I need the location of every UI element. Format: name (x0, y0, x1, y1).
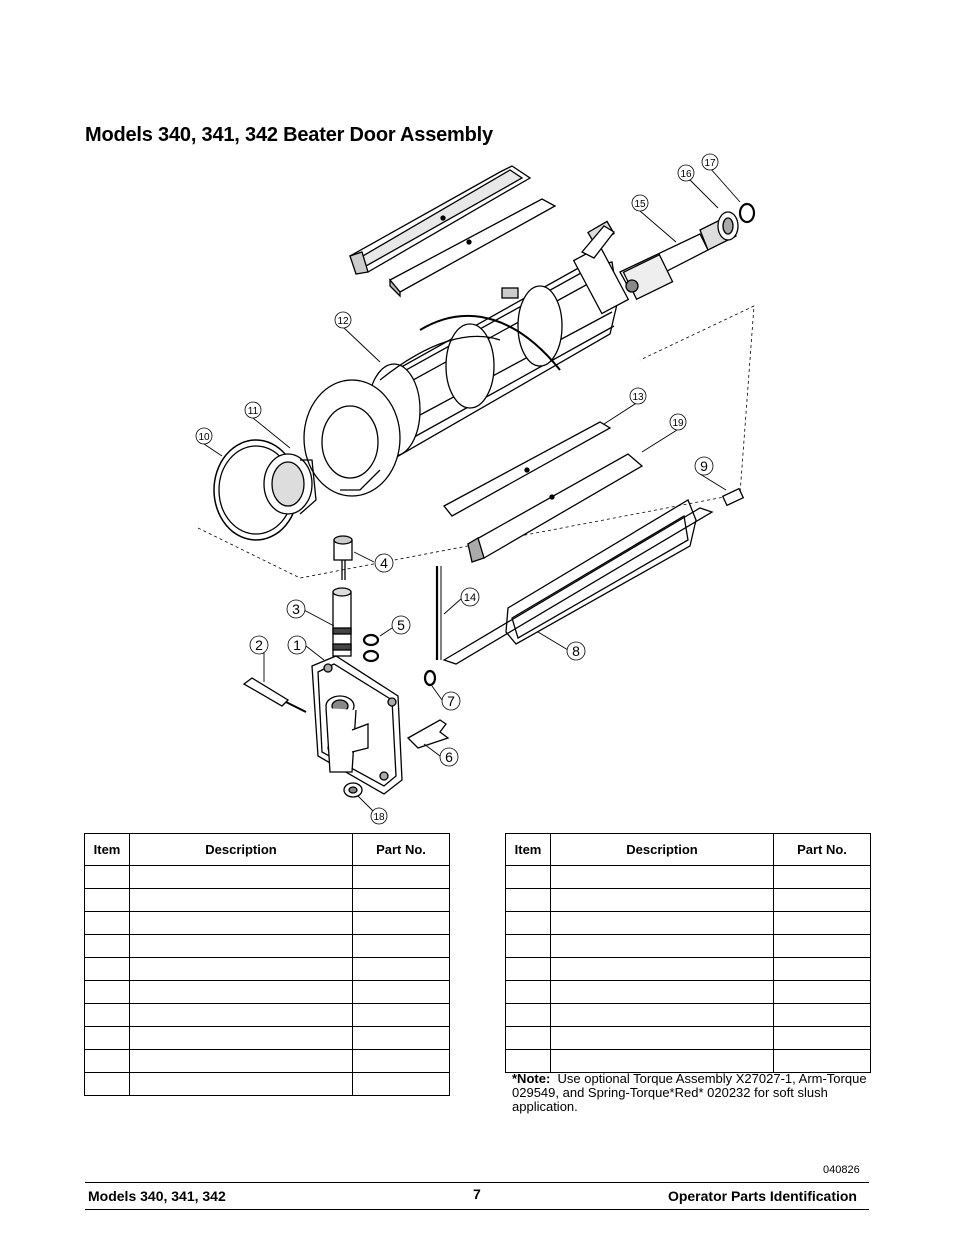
description-cell (551, 958, 774, 981)
header-description: Description (551, 834, 774, 866)
part-no-cell (774, 912, 871, 935)
description-cell (551, 912, 774, 935)
callout-7 (442, 692, 460, 710)
beater-assembly (368, 221, 628, 458)
clip-6 (408, 720, 448, 748)
table-row (85, 1050, 450, 1073)
part-no-cell (353, 889, 450, 912)
description-cell (551, 1027, 774, 1050)
svg-text:9: 9 (700, 458, 708, 474)
description-cell (551, 1050, 774, 1073)
footer-divider-bottom (85, 1209, 869, 1210)
callout-11 (245, 402, 261, 418)
description-cell (130, 1027, 353, 1050)
item-cell (85, 889, 130, 912)
callout-15 (632, 195, 648, 211)
table-row (506, 981, 871, 1004)
beater-door-1 (312, 656, 402, 794)
svg-text:12: 12 (337, 316, 349, 327)
description-cell (130, 889, 353, 912)
scraper-blade-13 (444, 422, 610, 516)
part-no-cell (353, 1050, 450, 1073)
table-row (506, 1050, 871, 1073)
svg-text:10: 10 (198, 432, 210, 443)
part-no-cell (353, 866, 450, 889)
svg-text:7: 7 (447, 693, 455, 709)
front-bearing (304, 380, 400, 496)
table-row (85, 1073, 450, 1096)
item-cell (506, 866, 551, 889)
item-cell (85, 935, 130, 958)
o-ring-7 (425, 671, 435, 685)
callout-18 (371, 808, 387, 824)
page-number: 7 (473, 1186, 481, 1202)
header-part-no: Part No. (353, 834, 450, 866)
cap-4 (334, 536, 352, 580)
callout-3 (287, 600, 305, 618)
part-no-cell (353, 1027, 450, 1050)
callout-1 (288, 636, 306, 654)
description-cell (130, 1004, 353, 1027)
callout-14 (461, 588, 479, 606)
callout-9 (695, 457, 713, 475)
part-no-cell (774, 958, 871, 981)
note-label: *Note: (512, 1071, 551, 1086)
part-no-cell (774, 935, 871, 958)
description-cell (130, 1050, 353, 1073)
description-cell (130, 935, 353, 958)
header-part-no: Part No. (774, 834, 871, 866)
item-cell (506, 889, 551, 912)
table-row (506, 912, 871, 935)
callout-19 (670, 414, 686, 430)
svg-text:6: 6 (445, 749, 453, 765)
description-cell (551, 1004, 774, 1027)
svg-text:18: 18 (373, 812, 385, 823)
part-no-cell (774, 866, 871, 889)
header-item: Item (85, 834, 130, 866)
part-no-cell (774, 1027, 871, 1050)
svg-text:1: 1 (293, 637, 301, 653)
table-row (85, 981, 450, 1004)
callout-6 (440, 748, 458, 766)
table-row (85, 912, 450, 935)
scraper-blade-lower (390, 199, 555, 296)
item-cell (506, 1050, 551, 1073)
valve-3 (333, 588, 351, 656)
description-cell (130, 981, 353, 1004)
part-no-cell (774, 981, 871, 1004)
o-ring-5a (364, 635, 378, 645)
item-cell (85, 1073, 130, 1096)
part-no-cell (774, 1004, 871, 1027)
table-row (506, 889, 871, 912)
item-cell (85, 912, 130, 935)
item-cell (85, 1050, 130, 1073)
table-row (85, 935, 450, 958)
description-cell (130, 1073, 353, 1096)
svg-text:14: 14 (463, 592, 477, 604)
description-cell (551, 866, 774, 889)
table-row (85, 889, 450, 912)
note-text: Use optional Torque Assembly X27027-1, Arm-Torque 029549, and Spring-Torque*Red* 020232 for soft slush application. (512, 1071, 867, 1114)
item-cell (85, 981, 130, 1004)
item-cell (85, 1004, 130, 1027)
item-cell (85, 958, 130, 981)
table-row (506, 866, 871, 889)
table-row (85, 1004, 450, 1027)
drive-shaft (620, 212, 738, 299)
callout-13 (630, 388, 646, 404)
footer-section: Operator Parts Identification (667, 1188, 857, 1204)
note (512, 1072, 872, 1114)
item-cell (506, 958, 551, 981)
nut-18 (344, 783, 362, 797)
table-row (85, 1027, 450, 1050)
svg-text:5: 5 (397, 617, 405, 633)
description-cell (130, 866, 353, 889)
table-row (506, 935, 871, 958)
svg-text:8: 8 (572, 643, 580, 659)
rod-14 (437, 566, 441, 660)
table-row (506, 1027, 871, 1050)
table-row (85, 958, 450, 981)
item-cell (506, 1027, 551, 1050)
svg-text:13: 13 (632, 392, 644, 403)
o-ring-17 (740, 204, 754, 222)
svg-text:15: 15 (634, 199, 646, 210)
header-description: Description (130, 834, 353, 866)
part-no-cell (774, 889, 871, 912)
svg-text:2: 2 (255, 637, 263, 653)
callout-4 (375, 554, 393, 572)
o-ring-5b (364, 651, 378, 661)
item-cell (85, 1027, 130, 1050)
footer-models: Models 340, 341, 342 (88, 1188, 226, 1204)
handle-2 (244, 678, 306, 712)
table-row (506, 1004, 871, 1027)
svg-text:11: 11 (247, 406, 259, 417)
item-cell (85, 866, 130, 889)
description-cell (130, 912, 353, 935)
header-item: Item (506, 834, 551, 866)
part-no-cell (353, 912, 450, 935)
part-no-cell (353, 981, 450, 1004)
svg-text:19: 19 (672, 418, 684, 429)
item-cell (506, 1004, 551, 1027)
callout-10 (196, 428, 212, 444)
part-no-cell (353, 935, 450, 958)
pin-9 (723, 489, 744, 506)
description-cell (551, 889, 774, 912)
callout-12 (335, 312, 351, 328)
svg-text:17: 17 (704, 158, 716, 169)
part-no-cell (353, 1073, 450, 1096)
document-number: 040826 (823, 1164, 860, 1176)
description-cell (551, 981, 774, 1004)
callout-5 (392, 616, 410, 634)
callout-17 (702, 154, 718, 170)
item-cell (506, 935, 551, 958)
callout-2 (250, 636, 268, 654)
table-row (85, 866, 450, 889)
svg-text:4: 4 (380, 555, 388, 571)
item-cell (506, 912, 551, 935)
callout-8 (567, 642, 585, 660)
scraper-blade-19 (468, 454, 642, 562)
callout-16 (678, 165, 694, 181)
part-no-cell (774, 1050, 871, 1073)
table-row (506, 958, 871, 981)
svg-text:16: 16 (680, 169, 692, 180)
page-title: Models 340, 341, 342 Beater Door Assembly (85, 124, 493, 146)
part-no-cell (353, 1004, 450, 1027)
parts-table-right (505, 833, 871, 1073)
parts-table-left (84, 833, 450, 1096)
footer-divider-top (85, 1182, 869, 1183)
part-no-cell (353, 958, 450, 981)
item-cell (506, 981, 551, 1004)
svg-text:3: 3 (292, 601, 300, 617)
description-cell (551, 935, 774, 958)
description-cell (130, 958, 353, 981)
